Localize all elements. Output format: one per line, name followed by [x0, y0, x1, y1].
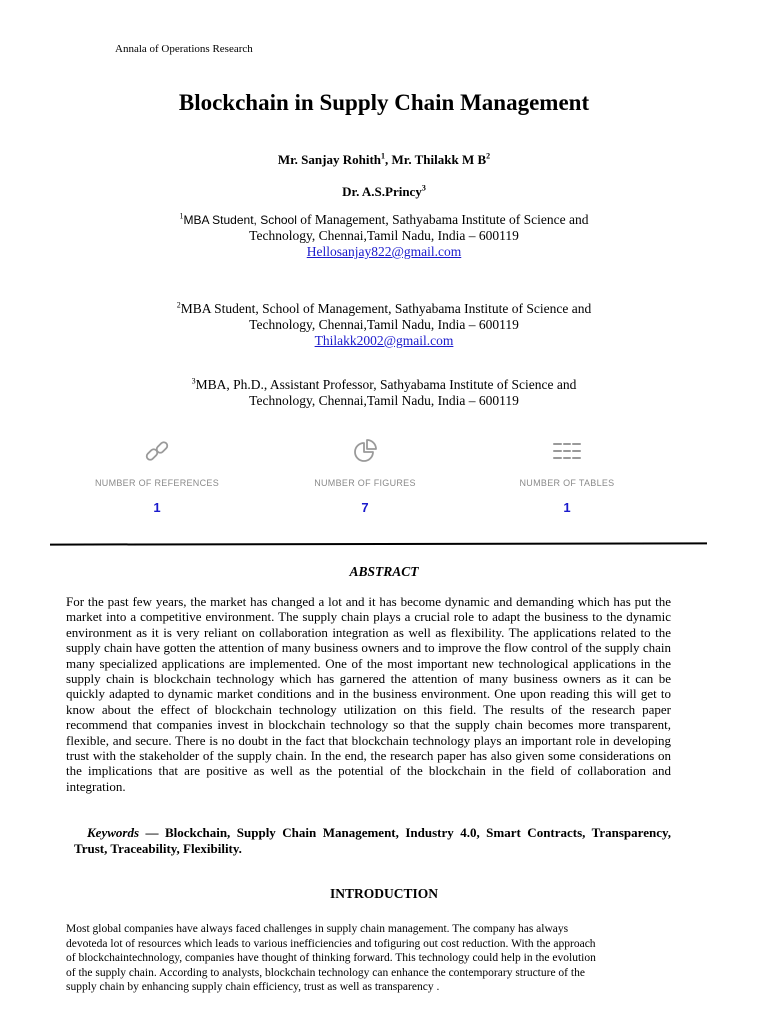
author-3-sup: 3: [421, 183, 426, 193]
table-icon: [553, 438, 581, 464]
stat-tables-label: NUMBER OF TABLES: [519, 478, 615, 488]
paper-title: Blockchain in Supply Chain Management: [178, 90, 590, 115]
author-1-sup: 1: [381, 151, 386, 161]
pie-chart-icon: [352, 438, 378, 464]
author-3-name: Dr. A.S.Princy: [342, 184, 422, 199]
intro-line: devoteda lot of resources which leads to various inefficiencies and tofiguring out cost reduction. With the approach: [66, 937, 596, 950]
author-line-2: [0, 184, 768, 200]
stat-references[interactable]: [57, 438, 257, 515]
introduction-heading: INTRODUCTION: [329, 886, 438, 901]
link-icon: [144, 438, 170, 464]
affiliation-1-prefix: MBA Student, School: [183, 213, 301, 227]
abstract-heading: ABSTRACT: [349, 564, 419, 579]
affiliation-3-sup: 3: [191, 376, 196, 386]
stat-tables[interactable]: [467, 438, 667, 515]
author-line-1: [0, 152, 768, 168]
abstract-text: For the past few years, the market has changed a lot and it has become dynamic and demanding which has put the market into a competitive environment. The supply chain plays a crucial role to adapt the business to the dynamic environment as it is very reliant on collaboration integration as well as flexibility. The applications related to the supply chain have gotten the attention of many business owners and to improve the flow control of the supply chain many specialized applications are implemented. One of the most important new technological applications in the supply chain is blockchain technology which has garnered the attention of many business owners as it can be quickly adapted to dynamic market conditions and in the business environment. One upon reading this will get to know about the effect of blockchain technology utilization on this field. The results of the research paper recommend that companies invest in blockchain technology so that the supply chain becomes more transparent, flexible, and secure. There is no doubt in the fact that blockchain technology plays an important role in developing trust with the stakeholder of the supply chain. In the end, the research paper has also given some considerations on the implications that are positive as well as the potential of the blockchain in the field of collaboration and integration.: [66, 594, 671, 794]
stat-tables-value: 1: [563, 500, 571, 515]
affiliation-2: [0, 301, 768, 349]
intro-line: supply chain by enhancing supply chain efficiency, trust as well as transparency .: [66, 981, 440, 994]
keywords-label: Keywords: [87, 825, 139, 840]
affiliation-3-line2: Technology, Chennai,Tamil Nadu, India – 600119: [249, 393, 519, 408]
section-divider: [50, 542, 707, 545]
keywords-list: Blockchain, Supply Chain Management, Industry 4.0, Smart Contracts, Transparency, Trust, Traceability, Flexibility.: [74, 825, 671, 856]
affiliation-2-email-link[interactable]: Thilakk2002@gmail.com: [314, 333, 454, 348]
affiliation-2-line1: MBA Student, School of Management, Sathyabama Institute of Science and: [180, 301, 592, 316]
intro-line: Most global companies have always faced challenges in supply chain management. The company has always: [66, 923, 569, 935]
affiliation-3-line1: MBA, Ph.D., Assistant Professor, Sathyabama Institute of Science and: [195, 377, 577, 392]
author-1-name: Mr. Sanjay Rohith: [277, 152, 382, 167]
stat-references-value: 1: [153, 500, 161, 515]
stat-references-label: NUMBER OF REFERENCES: [94, 478, 219, 488]
affiliation-2-line2: Technology, Chennai,Tamil Nadu, India – 600119: [249, 317, 519, 332]
affiliation-1-email-link[interactable]: Hellosanjay822@gmail.com: [306, 244, 462, 259]
stat-figures[interactable]: [265, 438, 465, 515]
author-2-sup: 2: [486, 151, 491, 161]
affiliation-1-sup: 1: [179, 211, 184, 221]
author-2-name: Mr. Thilakk M B: [391, 152, 487, 167]
affiliation-1: [0, 212, 768, 260]
affiliation-3: [0, 377, 768, 409]
author-separator: ,: [385, 152, 392, 167]
stat-figures-value: 7: [361, 500, 369, 515]
introduction-text: [66, 922, 666, 995]
stat-figures-label: NUMBER OF FIGURES: [314, 478, 416, 488]
affiliation-1-line2: Technology, Chennai,Tamil Nadu, India – 600119: [249, 228, 519, 243]
keywords-dash: —: [139, 825, 165, 840]
affiliation-1-line1: of Management, Sathyabama Institute of Science and: [300, 212, 589, 227]
intro-line: of the supply chain. According to analysts, blockchain technology can enhance the contemporary structure of the: [66, 966, 585, 979]
intro-line: of blockchaintechnology, companies have thought of thinking forward. This technology could help in the evolution: [66, 952, 596, 965]
journal-name: Annala of Operations Research: [115, 43, 253, 55]
affiliation-2-sup: 2: [176, 300, 181, 310]
keywords: [74, 825, 671, 857]
